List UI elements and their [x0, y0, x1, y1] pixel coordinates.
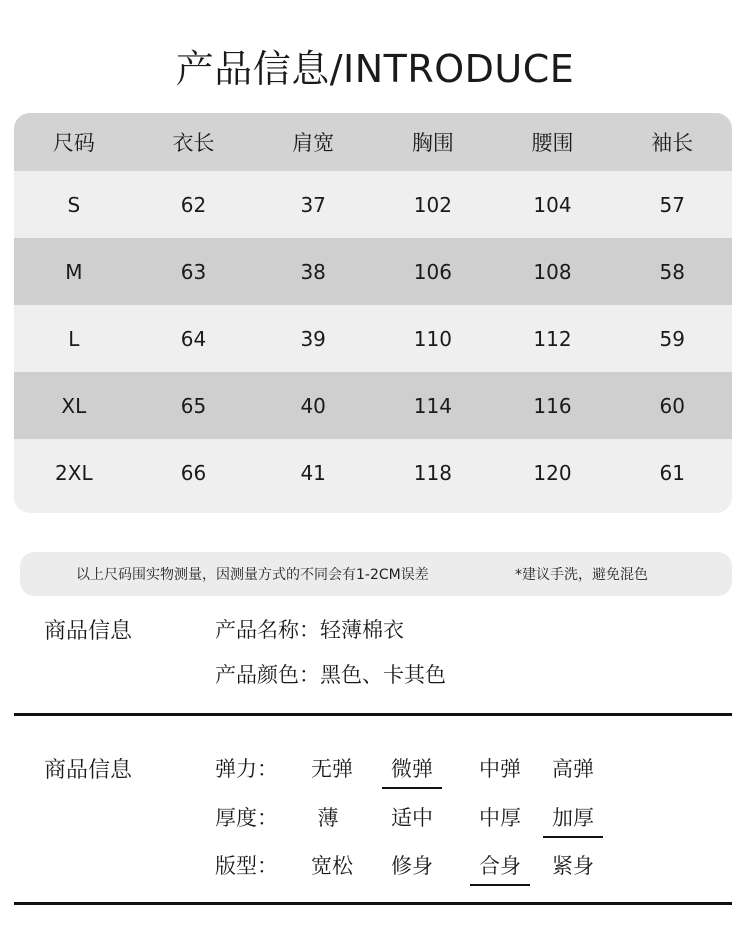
table-cell: 66	[180, 460, 207, 485]
table-cell: 60	[659, 393, 685, 418]
fit-option-selected: 合身	[470, 850, 530, 886]
table-cell: 114	[413, 393, 452, 418]
table-cell: 64	[180, 326, 207, 351]
thickness-label: 厚度：	[215, 806, 278, 830]
table-cell: 40	[300, 393, 326, 418]
table-cell: 38	[300, 259, 326, 284]
table-cell: 62	[180, 192, 207, 217]
header-cell: 腰围	[531, 131, 574, 155]
fit-label: 版型：	[215, 854, 278, 878]
page-title: 产品信息/INTRODUCE	[175, 47, 575, 91]
table-cell: 2XL	[55, 460, 93, 485]
table-cell: 57	[659, 192, 685, 217]
table-cell: 37	[300, 192, 326, 217]
thickness-option: 适中	[391, 806, 433, 830]
elasticity-option: 无弹	[311, 757, 353, 781]
table-cell: S	[67, 192, 81, 217]
product-info-label: 商品信息	[44, 619, 133, 644]
table-cell: 118	[413, 460, 452, 485]
table-cell: 106	[413, 259, 452, 284]
table-cell: 116	[533, 393, 572, 418]
header-cell: 尺码	[52, 131, 95, 155]
section-divider	[14, 713, 732, 716]
table-row	[14, 439, 732, 506]
table-cell: M	[65, 259, 83, 284]
header-cell: 胸围	[411, 131, 454, 155]
elasticity-label: 弹力：	[215, 757, 278, 781]
elasticity-option: 高弹	[552, 757, 594, 781]
table-cell: 102	[413, 192, 452, 217]
table-cell: 112	[533, 326, 572, 351]
size-table	[14, 113, 732, 513]
table-cell: 61	[659, 460, 685, 485]
product-color-line: 产品颜色：黑色、卡其色	[215, 663, 446, 687]
table-cell: 39	[300, 326, 326, 351]
thickness-option: 薄	[317, 806, 339, 830]
attributes-label: 商品信息	[44, 758, 133, 783]
header-cell: 袖长	[651, 131, 694, 155]
fit-option: 修身	[391, 854, 433, 878]
measurement-note: 以上尺码围实物测量，因测量方式的不同会有1-2CM误差	[76, 567, 429, 583]
table-cell: 104	[533, 192, 572, 217]
table-cell: L	[68, 326, 80, 351]
fit-option: 紧身	[552, 854, 594, 878]
table-row	[14, 171, 732, 238]
table-cell: 120	[533, 460, 572, 485]
measurement-note-bar	[20, 552, 732, 596]
elasticity-option: 中弹	[479, 757, 521, 781]
product-name-line: 产品名称：轻薄棉衣	[215, 618, 404, 642]
size-table-header	[14, 113, 732, 171]
table-cell: 41	[300, 460, 326, 485]
table-cell: 108	[533, 259, 572, 284]
elasticity-option-selected: 微弹	[382, 753, 442, 789]
table-cell: XL	[61, 393, 87, 418]
fit-option: 宽松	[311, 854, 353, 878]
thickness-option-selected: 加厚	[543, 802, 603, 838]
header-cell: 肩宽	[292, 131, 335, 155]
wash-note: *建议手洗，避免混色	[515, 567, 648, 583]
table-row	[14, 238, 732, 305]
table-cell: 58	[659, 259, 685, 284]
header-cell: 衣长	[172, 131, 215, 155]
table-cell: 65	[180, 393, 207, 418]
table-cell: 59	[659, 326, 685, 351]
bottom-divider	[14, 902, 732, 905]
thickness-option: 中厚	[479, 806, 521, 830]
table-row	[14, 305, 732, 372]
table-cell: 110	[413, 326, 452, 351]
table-cell: 63	[180, 259, 207, 284]
table-row	[14, 372, 732, 439]
